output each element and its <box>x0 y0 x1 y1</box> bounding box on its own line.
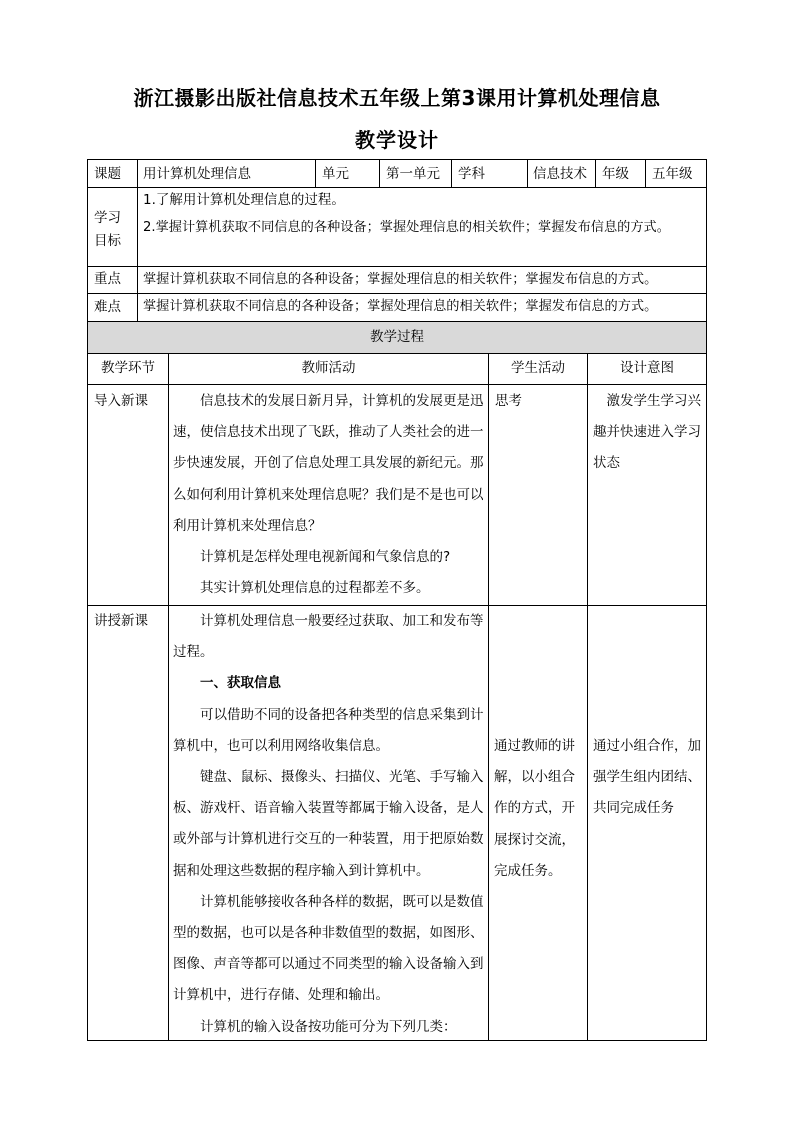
unit-value: 第一单元 <box>386 166 440 182</box>
row2-intent: 通过小组合作，加强学生组内团结、共同完成任务 <box>593 738 701 817</box>
grade-value: 五年级 <box>652 166 693 182</box>
row2-teacher-heading: 一、获取信息 <box>200 675 281 692</box>
row2-teacher <box>173 606 485 1043</box>
row1-teacher-para-2: 计算机是怎样处理电视新闻和气象信息的? <box>200 549 451 566</box>
subject-label: 学科 <box>458 166 485 182</box>
row1-teacher-para-1: 信息技术的发展日新月异，计算机的发展更是迅速，使信息技术出现了飞跃，推动了人类社会的进一步快速发展，开创了信息处理工具发展的新纪元。那么如何利用计算机来处理信息呢？我们是不是也可以利用计算机来处理信息？ <box>173 393 484 534</box>
col-student: 学生活动 <box>511 360 565 376</box>
difficulties-label: 难点 <box>94 299 121 315</box>
row1-teacher-para-3: 其实计算机处理信息的过程都差不多。 <box>200 580 430 597</box>
row1-teacher <box>173 386 485 604</box>
goal-item-2: 2.掌握计算机获取不同信息的各种设备；掌握处理信息的相关软件；掌握发布信息的方式。 <box>143 220 670 235</box>
row2-teacher-para-1: 可以借助不同的设备把各种类型的信息采集到计算机中，也可以利用网络收集信息。 <box>173 706 484 754</box>
col-stage: 教学环节 <box>101 360 155 376</box>
document-subtitle: 教学设计 <box>355 128 439 152</box>
row1-intent: 激发学生学习兴趣并快速进入学习状态 <box>593 393 701 472</box>
col-teacher: 教师活动 <box>301 360 356 376</box>
col-intent: 设计意图 <box>620 360 674 376</box>
topic-label: 课题 <box>94 166 121 182</box>
row2-teacher-para-4: 计算机的输入设备按功能可分为下列几类： <box>200 1018 457 1035</box>
grade-label: 年级 <box>602 166 629 182</box>
difficulties-text: 掌握计算机获取不同信息的各种设备；掌握处理信息的相关软件；掌握发布信息的方式。 <box>143 299 658 314</box>
unit-label: 单元 <box>322 166 349 182</box>
subject-value: 信息技术 <box>533 166 587 182</box>
process-header: 教学过程 <box>370 329 424 345</box>
key-points-text: 掌握计算机获取不同信息的各种设备；掌握处理信息的相关软件；掌握发布信息的方式。 <box>143 272 658 287</box>
goals-label-line2: 目标 <box>94 233 121 249</box>
key-points-label: 重点 <box>94 271 121 287</box>
row1-stage: 导入新课 <box>94 393 148 409</box>
row2-teacher-intro: 计算机处理信息一般要经过获取、加工和发布等过程。 <box>173 613 484 661</box>
document-title: 浙江摄影出版社信息技术五年级上第3课用计算机处理信息 <box>133 86 661 110</box>
goals-label-line1: 学习 <box>94 210 121 226</box>
row2-stage: 讲授新课 <box>94 613 148 629</box>
row2-teacher-para-2: 键盘、鼠标、摄像头、扫描仪、光笔、手写输入板、游戏杆、语音输入装置等都属于输入设备，是人或外部与计算机进行交互的一种装置，用于把原始数据和处理这些数据的程序输入到计算机中。 <box>173 769 484 879</box>
topic-value: 用计算机处理信息 <box>143 166 251 182</box>
goal-item-1: 1.了解用计算机处理信息的过程。 <box>143 192 345 208</box>
row2-teacher-para-3: 计算机能够接收各种各样的数据，既可以是数值型的数据，也可以是各种非数值型的数据，如图形、图像、声音等都可以通过不同类型的输入设备输入到计算机中，进行存储、处理和输出。 <box>173 893 484 1004</box>
row2-student: 通过教师的讲解，以小组合作的方式，开展探讨交流，完成任务。 <box>494 738 575 879</box>
row1-student: 思考 <box>495 393 522 409</box>
